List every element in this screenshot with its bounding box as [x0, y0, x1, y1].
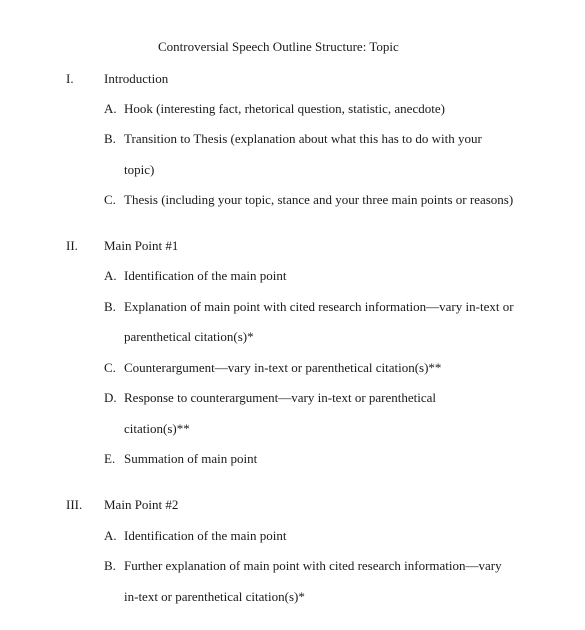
outline-item: Explanation of main point with cited research information—vary in-text or: [124, 299, 514, 314]
outline-item: Thesis (including your topic, stance and your three main points or reasons): [124, 192, 514, 207]
outline-item: Transition to Thesis (explanation about what this has to do with your: [124, 131, 482, 146]
item-letter: D.: [104, 390, 117, 405]
outline-item: Response to counterargument—vary in-text or parenthetical: [124, 390, 437, 405]
outline-item-continuation: in-text or parenthetical citation(s)*: [124, 589, 305, 604]
section-numeral: I.: [66, 71, 74, 86]
section-heading: Main Point #1: [104, 238, 179, 253]
section-heading: Main Point #2: [104, 497, 179, 512]
outline-item: Hook (interesting fact, rhetorical question, statistic, anecdote): [124, 101, 445, 116]
item-letter: B.: [104, 558, 116, 573]
section-heading: Introduction: [104, 71, 169, 86]
outline-item-continuation: parenthetical citation(s)*: [124, 329, 254, 344]
item-letter: B.: [104, 299, 116, 314]
item-letter: A.: [104, 101, 117, 116]
item-letter: A.: [104, 528, 117, 543]
outline-item: Identification of the main point: [124, 528, 287, 543]
section-numeral: III.: [66, 497, 83, 512]
outline-item: Further explanation of main point with cited research information—vary: [124, 558, 502, 573]
item-letter: B.: [104, 131, 116, 146]
item-letter: C.: [104, 360, 116, 375]
item-letter: C.: [104, 192, 116, 207]
section-numeral: II.: [66, 238, 78, 253]
document-title: Controversial Speech Outline Structure: Topic: [158, 39, 399, 54]
outline-item-continuation: citation(s)**: [124, 421, 190, 436]
outline-item: Identification of the main point: [124, 268, 287, 283]
item-letter: A.: [104, 268, 117, 283]
outline-item: Counterargument—vary in-text or parenthetical citation(s)**: [124, 360, 442, 375]
outline-item-continuation: topic): [124, 162, 155, 177]
item-letter: E.: [104, 451, 116, 466]
outline-item: Summation of main point: [124, 451, 258, 466]
